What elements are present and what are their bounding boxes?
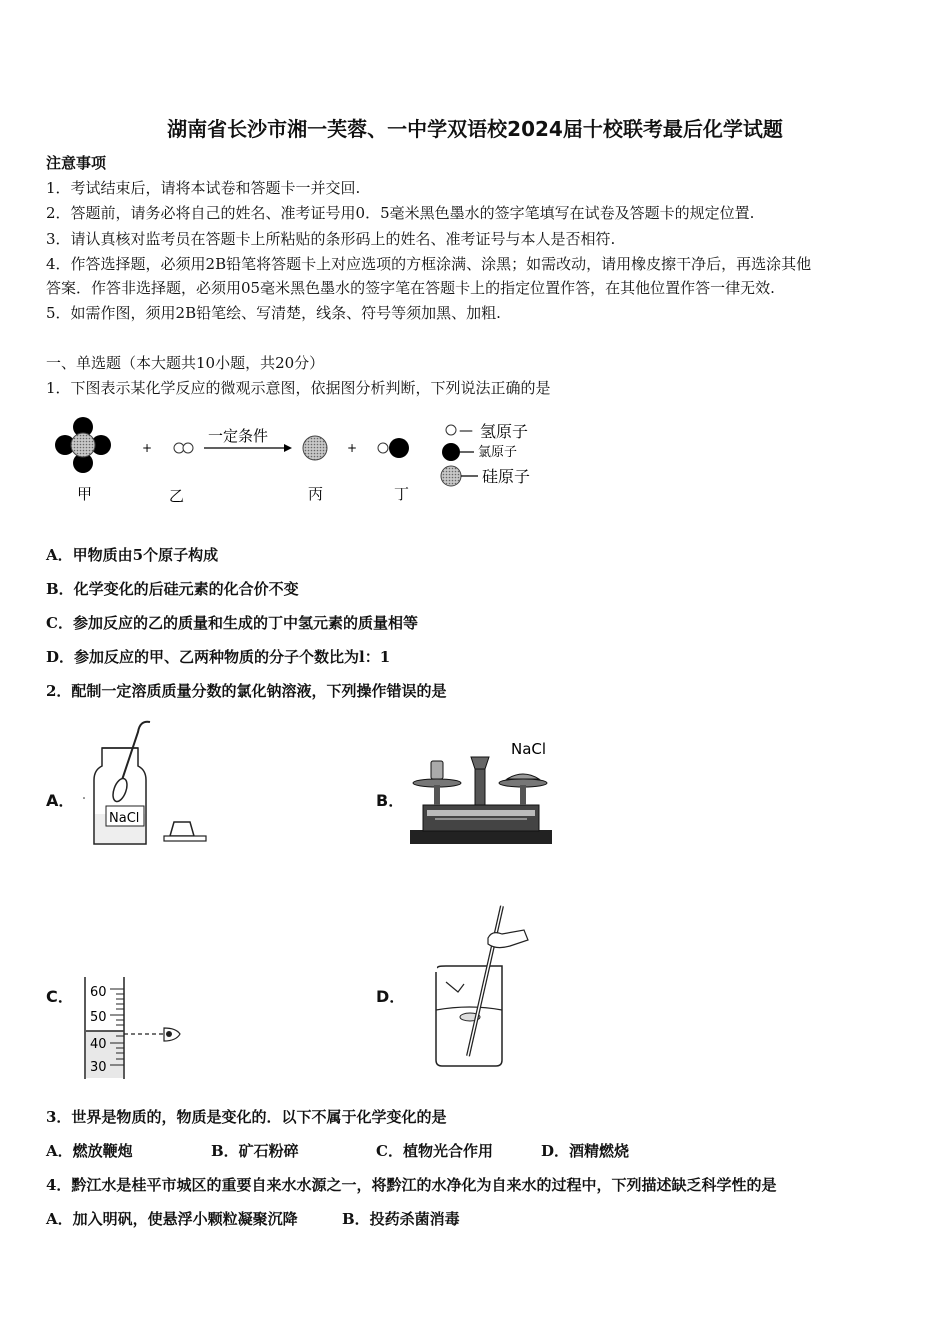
balance-nacl-label: NaCl xyxy=(511,740,547,758)
q2-label-b: B． xyxy=(376,791,405,810)
balance-figure xyxy=(405,735,565,853)
q3-option-b: B．矿石粉碎 xyxy=(211,1142,299,1160)
q4-option-a: A．加入明矾，使悬浮小颗粒凝聚沉降 xyxy=(46,1210,298,1228)
molecule-bing xyxy=(303,436,327,460)
stopper xyxy=(170,822,194,836)
legend-chlorine: 氯原子 xyxy=(478,445,518,460)
notice-item: 5．如需作图，须用2B铅笔绘、写清楚，线条、符号等须加黑、加粗. xyxy=(46,304,501,322)
q3-option-c: C．植物光合作用 xyxy=(376,1142,493,1160)
q3-option-d: D．酒精燃烧 xyxy=(541,1142,630,1160)
scale-60: 60 xyxy=(90,985,107,1000)
weight xyxy=(431,761,443,779)
q1-option-b: B．化学变化的后硅元素的化合价不变 xyxy=(46,580,299,598)
notice-item: 答案．作答非选择题，必须用05毫米黑色墨水的签字笔在答题卡上的指定位置作答，在其他位置作答一律无效. xyxy=(46,279,775,297)
legend-silicon: 硅原子 xyxy=(482,467,531,486)
q2-stem: 2．配制一定溶质质量分数的氯化钠溶液，下列操作错误的是 xyxy=(46,682,447,700)
label-ding: 丁 xyxy=(394,485,410,503)
molecule-ding xyxy=(378,438,409,458)
q4-option-b: B．投药杀菌消毒 xyxy=(342,1210,460,1228)
page-title: 湖南省长沙市湘一芙蓉、一中学双语校2024届十校联考最后化学试题 xyxy=(167,117,783,141)
q4-stem: 4．黔江水是桂平市城区的重要自来水水源之一，将黔江的水净化为自来水的过程中，下列描述缺乏科学性的是 xyxy=(46,1176,777,1194)
spoon xyxy=(122,722,150,780)
label-bing: 丙 xyxy=(308,485,324,503)
molecule-jia xyxy=(55,417,111,473)
legend-dash: — xyxy=(459,423,473,439)
q1-stem: 1．下图表示某化学反应的微观示意图，依据图分析判断，下列说法正确的是 xyxy=(46,379,551,397)
q1-option-d: D．参加反应的甲、乙两种物质的分子个数比为l：1 xyxy=(46,648,391,666)
q2-label-c: C． xyxy=(46,987,74,1006)
q1-option-a: A．甲物质由5个原子构成 xyxy=(46,546,219,564)
solution-surface xyxy=(436,1007,502,1010)
plus-sign: + xyxy=(142,441,153,455)
legend xyxy=(441,422,530,486)
reaction-diagram xyxy=(40,410,560,510)
section-heading: 一、单选题（本大题共10小题，共20分） xyxy=(46,354,325,372)
balance-post xyxy=(475,765,485,805)
label-jia: 甲 xyxy=(77,485,93,503)
nacl-jar-figure xyxy=(80,718,210,848)
salt-pile xyxy=(507,774,539,779)
balance-base xyxy=(410,830,552,844)
cylinder-reading-figure xyxy=(80,975,190,1083)
notice-item: 2．答题前，请务必将自己的姓名、准考证号用0．5毫米黑色墨水的签字笔填写在试卷及答题卡的规定位置. xyxy=(46,204,755,222)
beaker-stirring-figure xyxy=(430,900,540,1070)
hand xyxy=(488,930,528,948)
notice-item: 4．作答选择题，必须用2B铅笔将答题卡上对应选项的方框涂满、涂黑；如需改动，请用橡皮擦干净后，再选涂其他 xyxy=(46,255,812,273)
arrow-head-icon xyxy=(284,444,292,452)
notice-heading: 注意事项 xyxy=(46,154,107,172)
q2-label-a: A． xyxy=(46,791,75,810)
plus-sign: + xyxy=(347,441,358,455)
label-yi: 乙 xyxy=(169,487,185,505)
reaction-condition: 一定条件 xyxy=(208,427,269,445)
notice-item: 1．考试结束后，请将本试卷和答题卡一并交回. xyxy=(46,179,361,197)
notice-item: 3．请认真核对监考员在答题卡上所粘贴的条形码上的姓名、准考证号与本人是否相符. xyxy=(46,230,616,248)
q3-stem: 3．世界是物质的，物质是变化的．以下不属于化学变化的是 xyxy=(46,1108,447,1126)
legend-hydrogen: 氢原子 xyxy=(480,422,529,441)
molecule-yi xyxy=(174,443,193,453)
q1-option-c: C．参加反应的乙的质量和生成的丁中氢元素的质量相等 xyxy=(46,614,418,632)
nacl-label: NaCl xyxy=(109,811,140,826)
scale-50: 50 xyxy=(90,1010,107,1025)
scale-30: 30 xyxy=(90,1060,107,1075)
q3-option-a: A．燃放鞭炮 xyxy=(46,1142,133,1160)
q2-label-d: D． xyxy=(376,987,406,1006)
scale-40: 40 xyxy=(90,1037,107,1052)
